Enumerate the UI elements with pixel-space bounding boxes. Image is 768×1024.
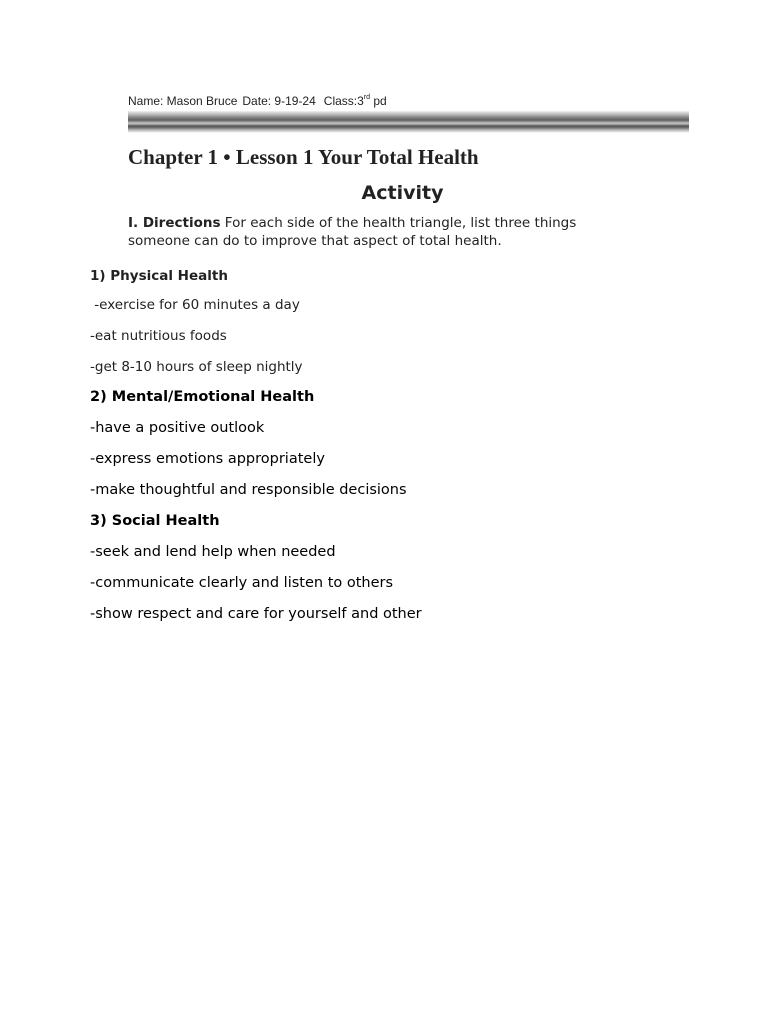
list-item: -express emotions appropriately	[90, 451, 325, 467]
section-heading-physical: 1) Physical Health	[90, 268, 228, 284]
list-item: -show respect and care for yourself and other	[90, 606, 422, 622]
list-item: -exercise for 60 minutes a day	[90, 297, 300, 313]
list-item: -communicate clearly and listen to others	[90, 575, 394, 591]
section-heading-mental-emotional: 2) Mental/Emotional Health	[90, 389, 315, 405]
class-period: Class:3rd pd	[323, 94, 387, 108]
directions-paragraph	[128, 214, 628, 250]
header-divider-bar	[128, 111, 689, 133]
assignment-date: Date: 9-19-24	[242, 94, 316, 108]
student-info-line	[128, 94, 387, 108]
list-item: -eat nutritious foods	[90, 328, 227, 344]
list-item: -seek and lend help when needed	[90, 544, 336, 560]
directions-label: I. Directions	[128, 215, 221, 231]
activity-title: Activity	[361, 182, 444, 204]
chapter-title: Chapter 1 • Lesson 1 Your Total Health	[128, 145, 479, 169]
list-item: -have a positive outlook	[90, 420, 265, 436]
list-item: -make thoughtful and responsible decisions	[90, 482, 407, 498]
directions-text: For each side of the health triangle, list three things someone can do to improve that aspect of total health.	[128, 215, 577, 249]
list-item: -get 8-10 hours of sleep nightly	[90, 359, 303, 375]
student-name: Name: Mason Bruce	[128, 94, 238, 108]
section-heading-social: 3) Social Health	[90, 513, 220, 529]
